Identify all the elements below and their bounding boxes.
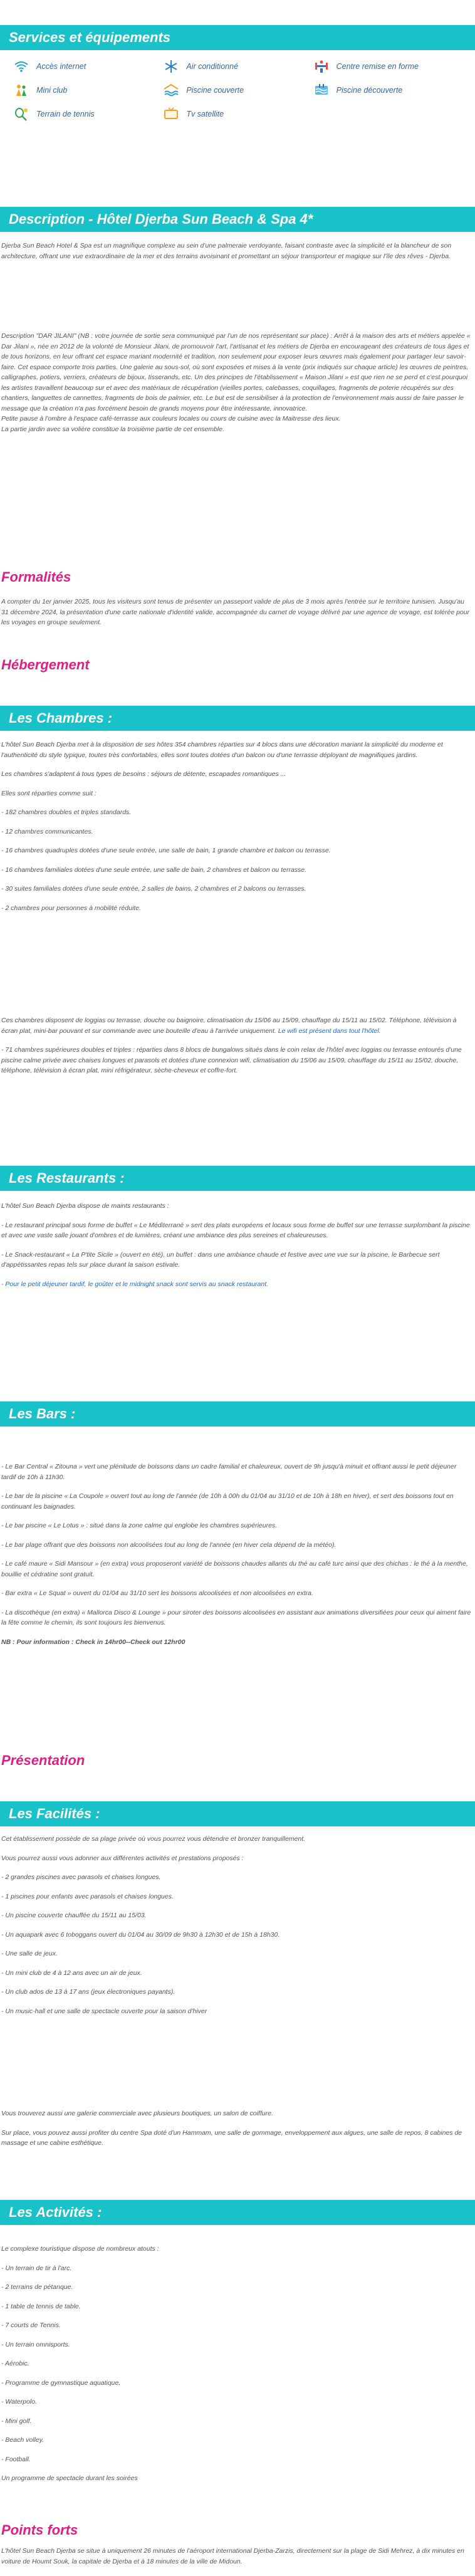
- chambres-equipment-text: Ces chambres disposent de loggias ou terrasse, douche ou baignoire, climatisation du 15/06 au 15/09, chauffage du 15/11 au 15/02. Téléphone, télévision à écran plat, mini-bar pouvant et sur commande avec une bouteille d'eau à l'arrivée uniquement.: [1, 1017, 457, 1035]
- chambre-item: - 12 chambres communicantes.: [1, 827, 93, 835]
- facilite-item: - Une salle de jeux.: [1, 1950, 58, 1957]
- checkin-note: NB : Pour information : Check in 14hr00--Check out 12hr00: [1, 1638, 185, 1646]
- outdoor-pool-icon: [313, 83, 330, 98]
- dar-jilani-garden: La partie jardin avec sa volière constitue la troisième partie de cet ensemble.: [1, 425, 225, 433]
- restaurant-main: - Le restaurant principal sous forme de buffet « Le Méditerrané » sert des plats européens et locaux sous forme de buffet sur une terrasse surplombant la piscine et avec une vaste salle jouant d'ombres et de lumières, créant une ambiance des plus sereines et chaleureuses.: [1, 1221, 470, 1239]
- service-miniclub: [13, 83, 162, 98]
- restaurant-late: - Pour le petit déjeuner tardif, le goûter et le midnight snack sont servis au snack restaurant.: [1, 1280, 269, 1288]
- facilite-item: - 1 piscines pour enfants avec parasols et chaises longues.: [1, 1892, 174, 1900]
- facilite-item: - Un club ados de 13 à 17 ans (jeux électroniques payants).: [1, 1988, 175, 1996]
- facilite-item: - Un music-hall et une salle de spectacle ouverte pour la saison d'hiver: [1, 2007, 207, 2015]
- snowflake-icon: [162, 59, 180, 74]
- restaurants-intro: L'hôtel Sun Beach Djerba dispose de maints restaurants :: [1, 1202, 169, 1210]
- gallery-text: Vous trouverez aussi une galerie commerciale avec plusieurs boutiques, un salon de coiffure.: [1, 2110, 273, 2117]
- service-aircon: [162, 59, 312, 74]
- description-intro: Djerba Sun Beach Hotel & Spa est un magnifique complexe au sein d'une palmeraie verdoyante, faisant contraste avec la simplicité et la blancheur de son architecture, offrant une vue extraordinaire de la mer et des terrains avoisinant et promettant un séjour transporteur et magique sur l'île des rêves - Djerba.: [1, 242, 452, 260]
- chambres-split: Elles sont réparties comme suit :: [1, 789, 97, 797]
- activite-item: - Football.: [1, 2455, 31, 2463]
- activite-item: - Un terrain de tir à l'arc.: [1, 2264, 72, 2272]
- points-forts-text: L'hôtel Sun Beach Djerba se situe à uniquement 26 minutes de l'aéroport international Djerba-Zarzis, directement sur la plage de Sidi Mehrez, à dix minutes en voiture de Houmt Souk, la capitale de Djerba et à 18 minutes de la ville de Midoun.: [1, 2547, 464, 2565]
- formalites-title: Formalités: [1, 569, 71, 585]
- service-label: Accès internet: [36, 62, 86, 71]
- spa-text: Sur place, vous pouvez aussi profiter du centre Spa doté d'un Hammam, une salle de gommage, enveloppement aux algues, une salle de repos, 8 cabines de massage et une cabine esthétique.: [1, 2128, 462, 2147]
- tv-icon: [162, 107, 180, 122]
- activite-item: - Un terrain omnisports.: [1, 2340, 70, 2348]
- tennis-icon: [13, 107, 30, 122]
- bars-title: Les Bars :: [9, 1406, 76, 1422]
- service-tennis: [13, 107, 162, 122]
- facilites-banner: [0, 1801, 475, 1826]
- services-title: Services et équipements: [9, 29, 171, 45]
- service-outdoor-pool: [313, 83, 462, 98]
- service-label: Piscine découverte: [336, 86, 403, 95]
- facilite-item: - 2 grandes piscines avec parasols et chaises longues.: [1, 1873, 161, 1881]
- service-indoor-pool: [162, 83, 312, 98]
- chambres-adapted: Les chambres s'adaptent à tous types de besoins : séjours de détente, escapades romantiques ...: [1, 770, 286, 778]
- bar-item: - Le Bar Central « Zitouna » vert une plénitude de boissons dans un cadre familial et chaleureux, ouvert de 9h jusqu'à minuit et offrant aussi le petit déjeuner tardif de 10h à 11h30.: [1, 1463, 457, 1481]
- activite-item: - 7 courts de Tennis.: [1, 2322, 61, 2329]
- description-banner: [0, 207, 475, 232]
- service-label: Tv satellite: [186, 110, 224, 118]
- wifi-icon: [13, 59, 30, 74]
- points-forts-title: Points forts: [1, 2522, 78, 2538]
- restaurants-banner: [0, 1166, 475, 1191]
- facilite-item: - Un aquapark avec 6 toboggans ouvert du 01/04 au 30/09 de 9h30 à 12h30 et de 15h à 18h30.: [1, 1930, 280, 1939]
- bar-item: - Le bar plage offrant que des boissons non alcoolisées tout au long de l'année (en hiver cela dépend de la météo).: [1, 1541, 337, 1549]
- activites-banner: [0, 2200, 475, 2225]
- dar-jilani-text: Description "DAR JILANI" (NB : votre journée de sortie sera communiqué par l'un de nos représentant sur place) : Arrêt à la maison des arts et métiers appelée « Dar Jilani », née en 2012 de la volonté de Monsieur Jilani, de promouvoir l'art, l'artisanat et les métiers de Djerba en encourageant des créateurs de tous âges et de tous horizons, en leur offrant cet espace mariant modernité et tradition, non seulement pour exposer leurs œuvres mais également pour partager leur savoir-faire. Cet espace comporte trois parties. Une galerie au sous-sol, où sont exposées et mises à la vente (prix indiqués sur chaque article) les œuvres de peintres, calligraphes, potiers, verriers, créateurs de bijoux, tisserands, etc. Un des principes de l'établissement « Maison Jilani » est que rien ne se perd et c'est pourquoi les artistes travaillent beaucoup sur et avec des matériaux de récupération (vieilles portes, calebasses, coquillages, fragments de poterie récupérés sur des chantiers, languettes de cannettes, fragments de bois de palmier, etc. Le but est de sensibiliser à la protection de l'environnement mais aussi de faire passer le message que la création n'a pas forcément besoin de grands moyens pour être intéressante, innovatrice.: [1, 332, 471, 412]
- chambres-banner: [0, 706, 475, 731]
- bar-item: - Le bar de la piscine « La Coupole » ouvert tout au long de l'année (de 10h à 00h du 01/04 au 31/10 et de 10h à 18h en hiver), et sert des boissons tout en continuant les baignades.: [1, 1492, 454, 1511]
- activite-item: - Mini golf.: [1, 2417, 32, 2425]
- chambres-title: Les Chambres :: [9, 710, 113, 726]
- restaurants-title: Les Restaurants :: [9, 1170, 125, 1186]
- facilites-title: Les Facilités :: [9, 1806, 100, 1821]
- hebergement-title: Hébergement: [1, 657, 90, 673]
- chambres-intro: L'hôtel Sun Beach Djerba met à la disposition de ses hôtes 354 chambres réparties sur 4 blocs dans une décoration mariant la simplicité du moderne et l'authenticité du style typique, toutes très confortables, elles sont toutes dotées d'un balcon ou d'une terrasse déployant de magnifiques jardins.: [1, 741, 443, 759]
- service-label: Centre remise en forme: [336, 62, 419, 71]
- activite-item: - Aérobic.: [1, 2360, 29, 2367]
- activites-program: Un programme de spectacle durant les soirées: [1, 2474, 138, 2482]
- facilites-services: Vous pourrez aussi vous adonner aux différentes activités et prestations proposés :: [1, 1854, 244, 1862]
- bar-item: - Le café maure « Sidi Mansour » (en extra) vous proposeront variété de boissons chaudes allants du thé au café turc ainsi que des chichas : le thé à la menthe, bouillie et cédratine sont gratuit.: [1, 1560, 468, 1578]
- facilites-intro: Cet établissement possède de sa plage privée où vous pourrez vous détendre et bronzer tranquillement.: [1, 1835, 306, 1843]
- activite-item: - Waterpolo.: [1, 2398, 37, 2406]
- activites-title: Les Activités :: [9, 2204, 102, 2220]
- dar-jilani-pause: Petite pause à l'ombre à l'espace café-terrasse aux couleurs locales ou cours de cuisine avec la Maitresse des lieux.: [1, 415, 341, 422]
- chambre-item: - 182 chambres doubles et triples standards.: [1, 809, 132, 816]
- activite-item: - 2 terrains de pétanque.: [1, 2283, 73, 2291]
- wifi-note: Le wifi est présent dans tout l'hôtel.: [278, 1027, 381, 1035]
- kids-club-icon: [13, 83, 30, 98]
- service-fitness: [313, 59, 462, 74]
- facilite-item: - Un piscine couverte chauffée du 15/11 au 15/03.: [1, 1912, 147, 1919]
- chambre-item: - 2 chambres pour personnes à mobilité réduite.: [1, 904, 141, 912]
- chambre-item: - 16 chambres quadruples dotées d'une seule entrée, une salle de bain, 1 grande chambre et balcon ou terrasse.: [1, 847, 331, 854]
- fitness-icon: [313, 59, 330, 74]
- bar-item: - La discothèque (en extra) « Mallorca Disco & Lounge » pour siroter des boissons alcoolisées en assistant aux animations diversifiées pour ceux qui aiment faire la fête comme le chemin, ils sont toujours les bienvenus.: [1, 1608, 471, 1626]
- bars-banner: [0, 1401, 475, 1427]
- bar-item: - Bar extra « Le Squat » ouvert du 01/04 au 31/10 sert les boissons alcoolisées et non alcoolisées en extra.: [1, 1589, 313, 1597]
- activite-item: - Beach volley.: [1, 2436, 44, 2444]
- facilite-item: - Un mini club de 4 à 12 ans avec un air de jeux.: [1, 1969, 142, 1977]
- service-tv: [162, 107, 312, 122]
- service-label: Mini club: [36, 86, 68, 95]
- service-label: Piscine couverte: [186, 86, 244, 95]
- activite-item: - 1 table de tennis de table.: [1, 2302, 81, 2310]
- service-label: Air conditionné: [186, 62, 239, 71]
- activite-item: - Programme de gymnastique aquatique.: [1, 2379, 121, 2387]
- chambre-item: - 16 chambres familiales dotées d'une seule entrée, une salle de bain, 2 chambres et balcon ou terrasse.: [1, 866, 307, 874]
- description-title: Description - Hôtel Djerba Sun Beach & Spa 4*: [9, 211, 313, 227]
- service-label: Terrain de tennis: [36, 110, 95, 118]
- presentation-title: Présentation: [1, 1752, 85, 1768]
- activites-intro: Le complexe touristique dispose de nombreux atouts :: [1, 2245, 159, 2253]
- indoor-pool-icon: [162, 83, 180, 98]
- chambres-equipment: [1, 1015, 472, 1036]
- services-banner: [0, 25, 475, 50]
- formalites-text: A compter du 1er janvier 2025, tous les visiteurs sont tenus de présenter un passeport valide de plus de 3 mois après l'entrée sur le territoire tunisien. Jusqu'au 31 décembre 2024, la présentation d'une carte nationale d'identité valide, accompagnée du carnet de voyage délivré par une agence de voyage, est tolérée pour les voyages en groupe seulement.: [1, 598, 470, 626]
- bungalows-text: - 71 chambres supérieures doubles et triples : réparties dans 8 blocs de bungalows situés dans le coin relax de l'hôtel avec loggias ou terrasse entourés d'une piscine calme privée avec chaises longues et parasols et dotées d'une connexion wifi, climatisation du 15/06 au 15/09, chauffage du 15/11 au 15/02, douche, téléphone, télévision à écran plat, mini réfrigérateur, sèche-cheveux et coffre-fort.: [1, 1046, 462, 1074]
- services-grid: [0, 50, 475, 129]
- bar-item: - Le bar piscine « Le Lotus » : situé dans la zone calme qui englobe les chambres supérieures.: [1, 1522, 278, 1529]
- service-wifi: [13, 59, 162, 74]
- restaurant-snack: - Le Snack-restaurant « La P'tite Sicile » (ouvert en été), un buffet : dans une ambiance chaude et festive avec une vue sur la piscine, le Barbecue sert d'appétissantes repas tels sur place durant la saison estivale.: [1, 1250, 440, 1269]
- chambre-item: - 30 suites familiales dotées d'une seule entrée, 2 salles de bains, 2 chambres et 2 balcons ou terrasses.: [1, 885, 306, 893]
